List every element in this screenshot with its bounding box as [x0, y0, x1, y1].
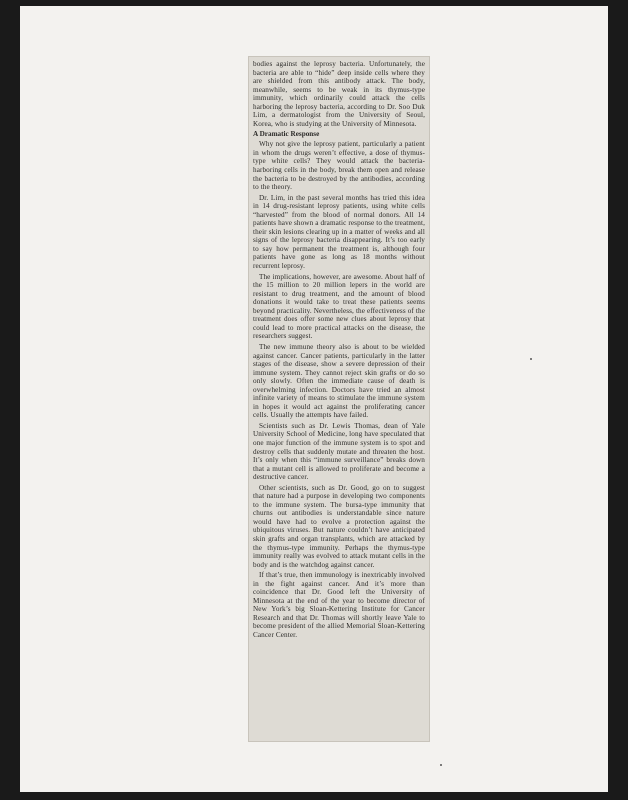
article-paragraph: The implications, however, are awesome. About half of the 15 million to 20 million lepers in the world are resistant to drug treatment, and the amount of blood donations it would take to treat these patients seems beyond practicality. Nevertheless, the effectiveness of the treatment does offer some new clues about leprosy that could lead to more practical attacks on the disease, the researchers suggest.	[253, 272, 425, 341]
article-subheading: A Dramatic Response	[253, 130, 320, 139]
article-paragraph: Why not give the leprosy patient, particularly a patient in whom the drugs weren’t effective, a dose of thymus-type white cells? They would attack the bacteria-harboring cells in the body, break them open and release the bacteria to be destroyed by the antibodies, according to the theory.	[253, 140, 425, 192]
article-paragraph: Dr. Lim, in the past several months has tried this idea in 14 drug-resistant leprosy patients, using white cells “harvested” from the blood of normal donors. All 14 patients have shown a dramatic response to the treatment, their skin lesions clearing up in a matter of weeks and all signs of the leprosy bacteria disappearing. It’s too early to say how permanent the treatment is, although four patients have gone as long as 18 months without recurrent leprosy.	[253, 193, 425, 271]
paper-speck	[530, 358, 532, 360]
article-paragraph: If that’s true, then immunology is inextricably involved in the fight against cancer. And it’s more than coincidence that Dr. Good left the University of Minnesota at the end of the year to become director of New York’s big Sloan-Kettering Institute for Cancer Research and that Dr. Thomas will shortly leave Yale to become president of the allied Memorial Sloan-Kettering Cancer Center.	[253, 571, 425, 639]
archival-page	[20, 6, 608, 792]
newspaper-clipping	[248, 56, 430, 742]
article-paragraph: The new immune theory also is about to be wielded against cancer. Cancer patients, particularly in the latter stages of the disease, show a severe depression of their immune system. They cannot reject skin grafts or do so only slowly. Often the immediate cause of death is overwhelming infection. Doctors have tried an almost infinite variety of means to stimulate the immune system in hopes it would act against the proliferating cancer cells. Usually the attempts have failed.	[253, 342, 425, 420]
paper-speck	[440, 764, 442, 766]
article-paragraph: Scientists such as Dr. Lewis Thomas, dean of Yale University School of Medicine, long have speculated that one major function of the immune system is to spot and destroy cells that suddenly mutate and threaten the host. It’s only when this “immune surveillance” breaks down that a mutant cell is allowed to proliferate and become a destructive cancer.	[253, 421, 425, 482]
article-intro-paragraph: bodies against the leprosy bacteria. Unfortunately, the bacteria are able to “hide” deep inside cells where they are shielded from this antibody attack. The body, meanwhile, seems to be weak in its thymus-type immunity, which ordinarily could attack the cells harboring the leprosy bacteria, according to Dr. Soo Duk Lim, a dermatologist from the University of Seoul, Korea, who is studying at the University of Minnesota.	[253, 60, 425, 128]
article-paragraph: Other scientists, such as Dr. Good, go on to suggest that nature had a purpose in developing two components to the immune system. The bursa-type immunity that churns out antibodies is understandable since nature would have had to evolve a protection against the ubiquitous viruses. But nature couldn’t have anticipated skin grafts and organ transplants, which are attacked by the thymus-type immunity. Perhaps the thymus-type immunity really was evolved to attack mutant cells in the body and is the watchdog against cancer.	[253, 483, 425, 569]
